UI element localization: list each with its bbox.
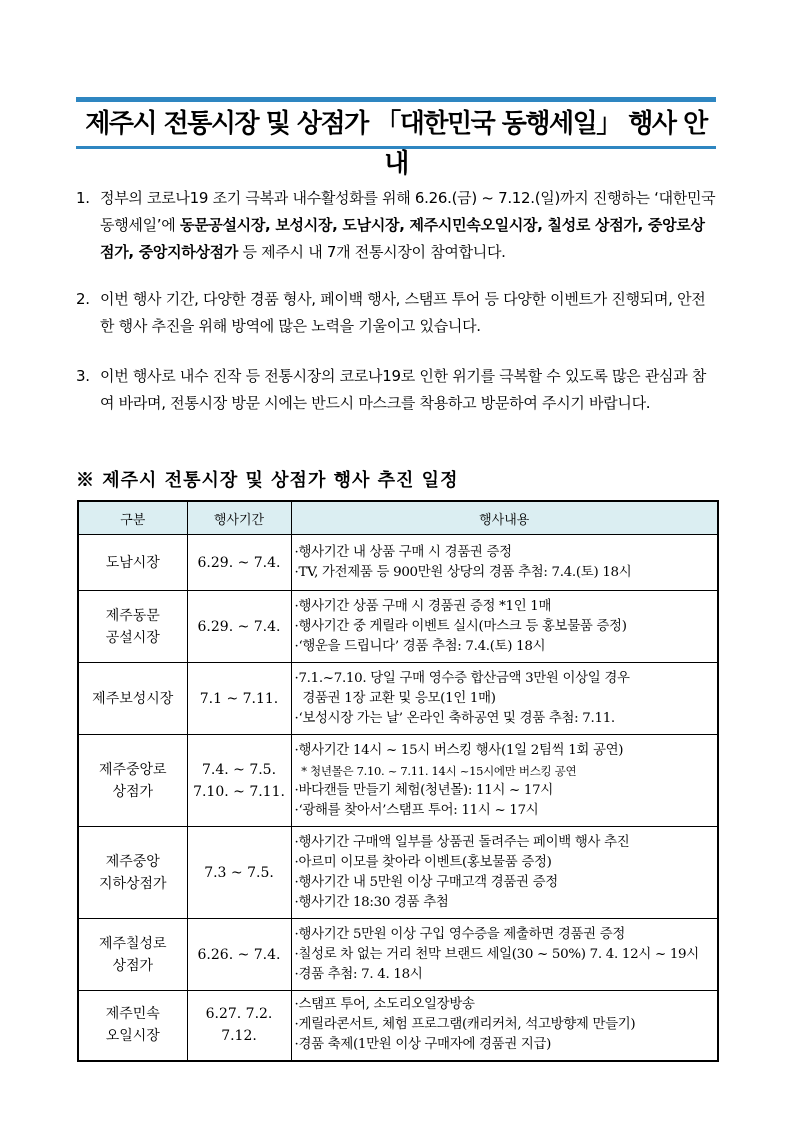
paragraph-2 xyxy=(76,286,716,340)
event-period-cell xyxy=(187,535,291,591)
paragraph-1 xyxy=(76,185,716,266)
event-period: 7.1 ~ 7.11. xyxy=(199,690,279,707)
event-period: 7.3 ~ 7.5. xyxy=(204,864,274,881)
event-content-line: ·‘행운을 드립니다’ 경품 추첨: 7.4.(토) 18시 xyxy=(294,638,546,654)
table-header-row xyxy=(78,501,718,535)
event-content-cell xyxy=(291,827,718,919)
event-period: 6.29. ~ 7.4. xyxy=(197,554,281,571)
paragraph-text: 이번 행사로 내수 진작 등 전통시장의 코로나19로 인한 위기를 극복할 수 있도록 많은 관심과 참여 바라며, 전통시장 방문 시에는 반드시 마스크를 착용하고 방문하여 주시기 바랍니다. xyxy=(100,367,707,412)
market-name-cell xyxy=(78,535,187,591)
text-run: 정부의 코로나19 조기 극복과 내수활성화를 위해 6.26.(금) ~ 7.12.(일)까지 진행하는 ‘대한민국 동행세일’에 xyxy=(100,189,716,234)
event-period-cell xyxy=(187,663,291,735)
text-run: 등 제주시 내 7개 전통시장이 참여합니다. xyxy=(238,243,506,261)
event-content-cell xyxy=(291,735,718,827)
event-period: 7.10. ~ 7.11. xyxy=(193,783,285,800)
text-run-bold: 동문공설시장, 보성시장, 도남시장, 제주시민속오일시장, 칠성로 상점가, 중앙로상점가, 중앙지하상점가 xyxy=(100,216,705,261)
schedule-table xyxy=(77,500,719,1062)
paragraph-3 xyxy=(76,363,716,417)
market-name: 제주중앙로 xyxy=(98,761,167,778)
market-name: 지하상점가 xyxy=(98,875,167,892)
market-name: 상점가 xyxy=(112,783,154,800)
market-name-cell xyxy=(78,827,187,919)
event-content-line: ·행사기간 14시 ~ 15시 버스킹 행사(1일 2팀씩 1회 공연) xyxy=(294,742,624,758)
event-content-line: ·행사기간 구매액 일부를 상품권 돌려주는 페이백 행사 추진 xyxy=(294,834,630,850)
event-content-line: ·바다캔들 만들기 체험(청년몰): 11시 ~ 17시 xyxy=(294,782,553,798)
page-title: 제주시 전통시장 및 상점가 「대한민국 동행세일」 행사 안내 xyxy=(85,109,707,179)
event-content-line: ·‘보성시장 가는 날’ 온라인 축하공연 및 경품 추첨: 7.11. xyxy=(294,710,615,726)
event-content-line: ·게릴라콘서트, 체험 프로그램(캐리커처, 석고방향제 만들기) xyxy=(294,1017,636,1033)
event-period-cell xyxy=(187,919,291,991)
table-row xyxy=(78,591,718,663)
table-row xyxy=(78,535,718,591)
header-period: 행사기간 xyxy=(187,501,291,535)
event-content-line: ·칠성로 차 없는 거리 천막 브랜드 세일(30 ~ 50%) 7. 4. 12시 ~ 19시 xyxy=(294,946,699,962)
event-content-line: ·행사기간 18:30 경품 추첨 xyxy=(294,894,449,910)
event-period-cell xyxy=(187,735,291,827)
event-content-cell xyxy=(291,591,718,663)
paragraph-number: 2. xyxy=(76,290,90,308)
event-period: 6.26. ~ 7.4. xyxy=(197,946,281,963)
event-content-line: ·TV, 가전제품 등 900만원 상당의 경품 추첨: 7.4.(토) 18시 xyxy=(294,564,632,580)
table-row xyxy=(78,735,718,827)
table-row xyxy=(78,991,718,1061)
market-name: 제주칠성로 xyxy=(98,935,167,952)
title-top-rule xyxy=(76,97,716,102)
market-name: 제주동문 xyxy=(105,607,160,624)
event-content-line: ·행사기간 5만원 이상 구입 영수증을 제출하면 경품권 증정 xyxy=(294,926,625,942)
title-bottom-rule xyxy=(76,146,716,149)
event-content-cell xyxy=(291,663,718,735)
event-content-line: ·경품 축제(1만원 이상 구매자에 경품권 지급) xyxy=(294,1037,552,1053)
event-content-line: ·스탬프 투어, 소도리오일장방송 xyxy=(294,997,475,1013)
section-heading: ※ 제주시 전통시장 및 상점가 행사 추진 일정 xyxy=(76,470,459,491)
event-period: 6.27. 7.2. xyxy=(205,1006,273,1023)
event-period-cell xyxy=(187,591,291,663)
event-period: 7.12. xyxy=(221,1028,257,1045)
paragraph-number: 1. xyxy=(76,189,90,207)
market-name: 도남시장 xyxy=(105,554,160,571)
market-name: 상점가 xyxy=(112,957,154,974)
table-row xyxy=(78,663,718,735)
event-content-line: ·경품 추첨: 7. 4. 18시 xyxy=(294,966,423,982)
event-content-cell xyxy=(291,991,718,1061)
event-content-cell xyxy=(291,535,718,591)
event-content-line: 경품권 1장 교환 및 응모(1인 1매) xyxy=(294,690,496,706)
market-name: 제주민속 xyxy=(105,1006,160,1023)
market-name: 제주중앙 xyxy=(105,853,160,870)
header-content: 행사내용 xyxy=(291,501,718,535)
paragraph-text: 이번 행사 기간, 다양한 경품 형사, 페이백 행사, 스탬프 투어 등 다양한 이벤트가 진행되며, 안전한 행사 추진을 위해 방역에 많은 노력을 기울이고 있습니다. xyxy=(100,290,706,335)
event-content-line: ·행사기간 상품 구매 시 경품권 증정 *1인 1매 xyxy=(294,598,552,614)
table-body xyxy=(78,535,718,1061)
market-name-cell xyxy=(78,591,187,663)
market-name: 오일시장 xyxy=(105,1028,160,1045)
event-content-line: ·7.1.~7.10. 당일 구매 영수증 합산금액 3만원 이상일 경우 xyxy=(294,670,630,686)
event-content-cell xyxy=(291,919,718,991)
market-name-cell xyxy=(78,991,187,1061)
event-content-line: ·아르미 이모를 찾아라 이벤트(홍보물품 증정) xyxy=(294,854,552,870)
table-row xyxy=(78,827,718,919)
event-period-cell xyxy=(187,991,291,1061)
event-period-cell xyxy=(187,827,291,919)
event-content-line: * 청년몰은 7.10. ~ 7.11. 14시 ~15시에만 버스킹 공연 xyxy=(294,763,577,778)
paragraph-text xyxy=(100,185,716,266)
event-content-line: ·행사기간 내 5만원 이상 구매고객 경품권 증정 xyxy=(294,874,558,890)
event-content-line: ·행사기간 중 게릴라 이벤트 실시(마스크 등 홍보물품 증정) xyxy=(294,618,627,634)
event-period: 7.4. ~ 7.5. xyxy=(201,761,277,778)
market-name-cell xyxy=(78,735,187,827)
market-name-cell xyxy=(78,663,187,735)
header-category: 구분 xyxy=(78,501,187,535)
table-row xyxy=(78,919,718,991)
event-content-line: ·행사기간 내 상품 구매 시 경품권 증정 xyxy=(294,544,512,560)
market-name: 제주보성시장 xyxy=(92,690,174,707)
paragraph-number: 3. xyxy=(76,367,90,385)
market-name: 공설시장 xyxy=(105,629,160,646)
market-name-cell xyxy=(78,919,187,991)
event-period: 6.29. ~ 7.4. xyxy=(197,618,281,635)
event-content-line: ·‘광해를 찾아서’스탬프 투어: 11시 ~ 17시 xyxy=(294,802,539,818)
